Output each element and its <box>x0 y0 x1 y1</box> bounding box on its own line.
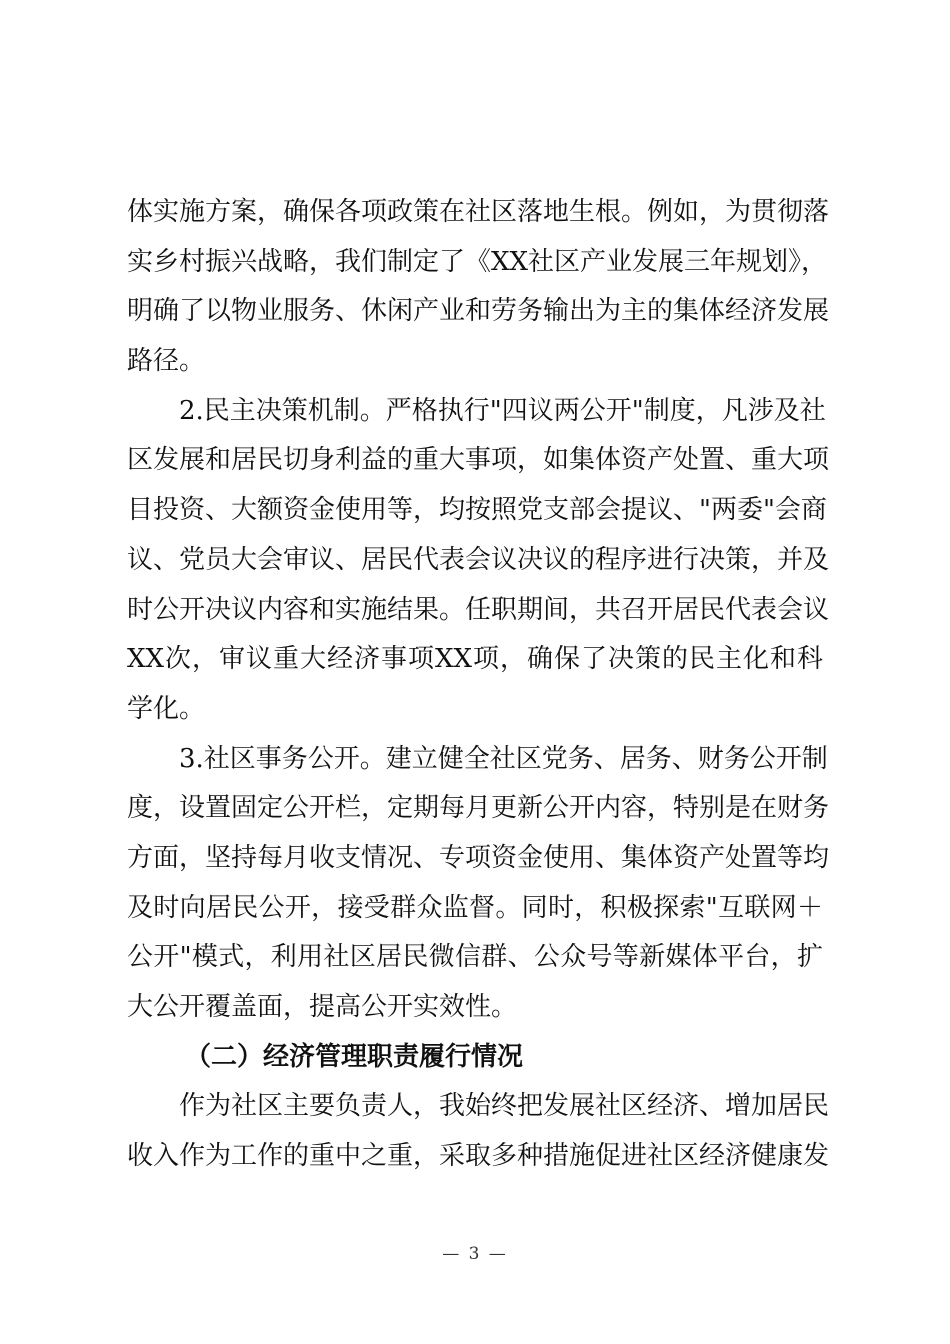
paragraph-line: 公开"模式，利用社区居民微信群、公众号等新媒体平台，扩 <box>127 942 823 973</box>
paragraph-line: 学化。 <box>127 693 206 724</box>
paragraph-line: 体实施方案，确保各项政策在社区落地生根。例如，为贯彻落 <box>127 197 830 227</box>
paragraph-line: 度，设置固定公开栏，定期每月更新公开内容，特别是在财务 <box>127 793 830 824</box>
section-heading: （二）经济管理职责履行情况 <box>185 1041 524 1072</box>
paragraph-line: 路径。 <box>127 346 206 377</box>
paragraph-line: 收入作为工作的重中之重，采取多种措施促进社区经济健康发 <box>127 1141 830 1172</box>
paragraph-line: 大公开覆盖面，提高公开实效性。 <box>127 992 518 1022</box>
paragraph-line: 2.民主决策机制。严格执行"四议两公开"制度，凡涉及社 <box>179 395 826 426</box>
paragraph-line: XX次，审议重大经济事项XX项，确保了决策的民主化和科 <box>127 644 823 675</box>
page-number: — 3 — <box>442 1244 508 1264</box>
paragraph-line: 3.社区事务公开。建立健全社区党务、居务、财务公开制 <box>179 743 828 774</box>
paragraph-line: 作为社区主要负责人，我始终把发展社区经济、增加居民 <box>179 1091 830 1122</box>
paragraph-line: 区发展和居民切身利益的重大事项，如集体资产处置、重大项 <box>127 445 830 476</box>
paragraph-line: 议、党员大会审议、居民代表会议决议的程序进行决策，并及 <box>127 544 830 575</box>
paragraph-line: 及时向居民公开，接受群众监督。同时，积极探索"互联网＋ <box>127 892 823 923</box>
paragraph-line: 实乡村振兴战略，我们制定了《XX社区产业发展三年规划》， <box>127 246 828 277</box>
paragraph-line: 时公开决议内容和实施结果。任职期间，共召开居民代表会议 <box>127 594 830 625</box>
paragraph-line: 明确了以物业服务、休闲产业和劳务输出为主的集体经济发展 <box>127 296 830 327</box>
body-text <box>127 188 830 1182</box>
paragraph-line: 目投资、大额资金使用等，均按照党支部会提议、"两委"会商 <box>127 495 827 526</box>
paragraph-line: 方面，坚持每月收支情况、专项资金使用、集体资产处置等均 <box>127 842 830 873</box>
